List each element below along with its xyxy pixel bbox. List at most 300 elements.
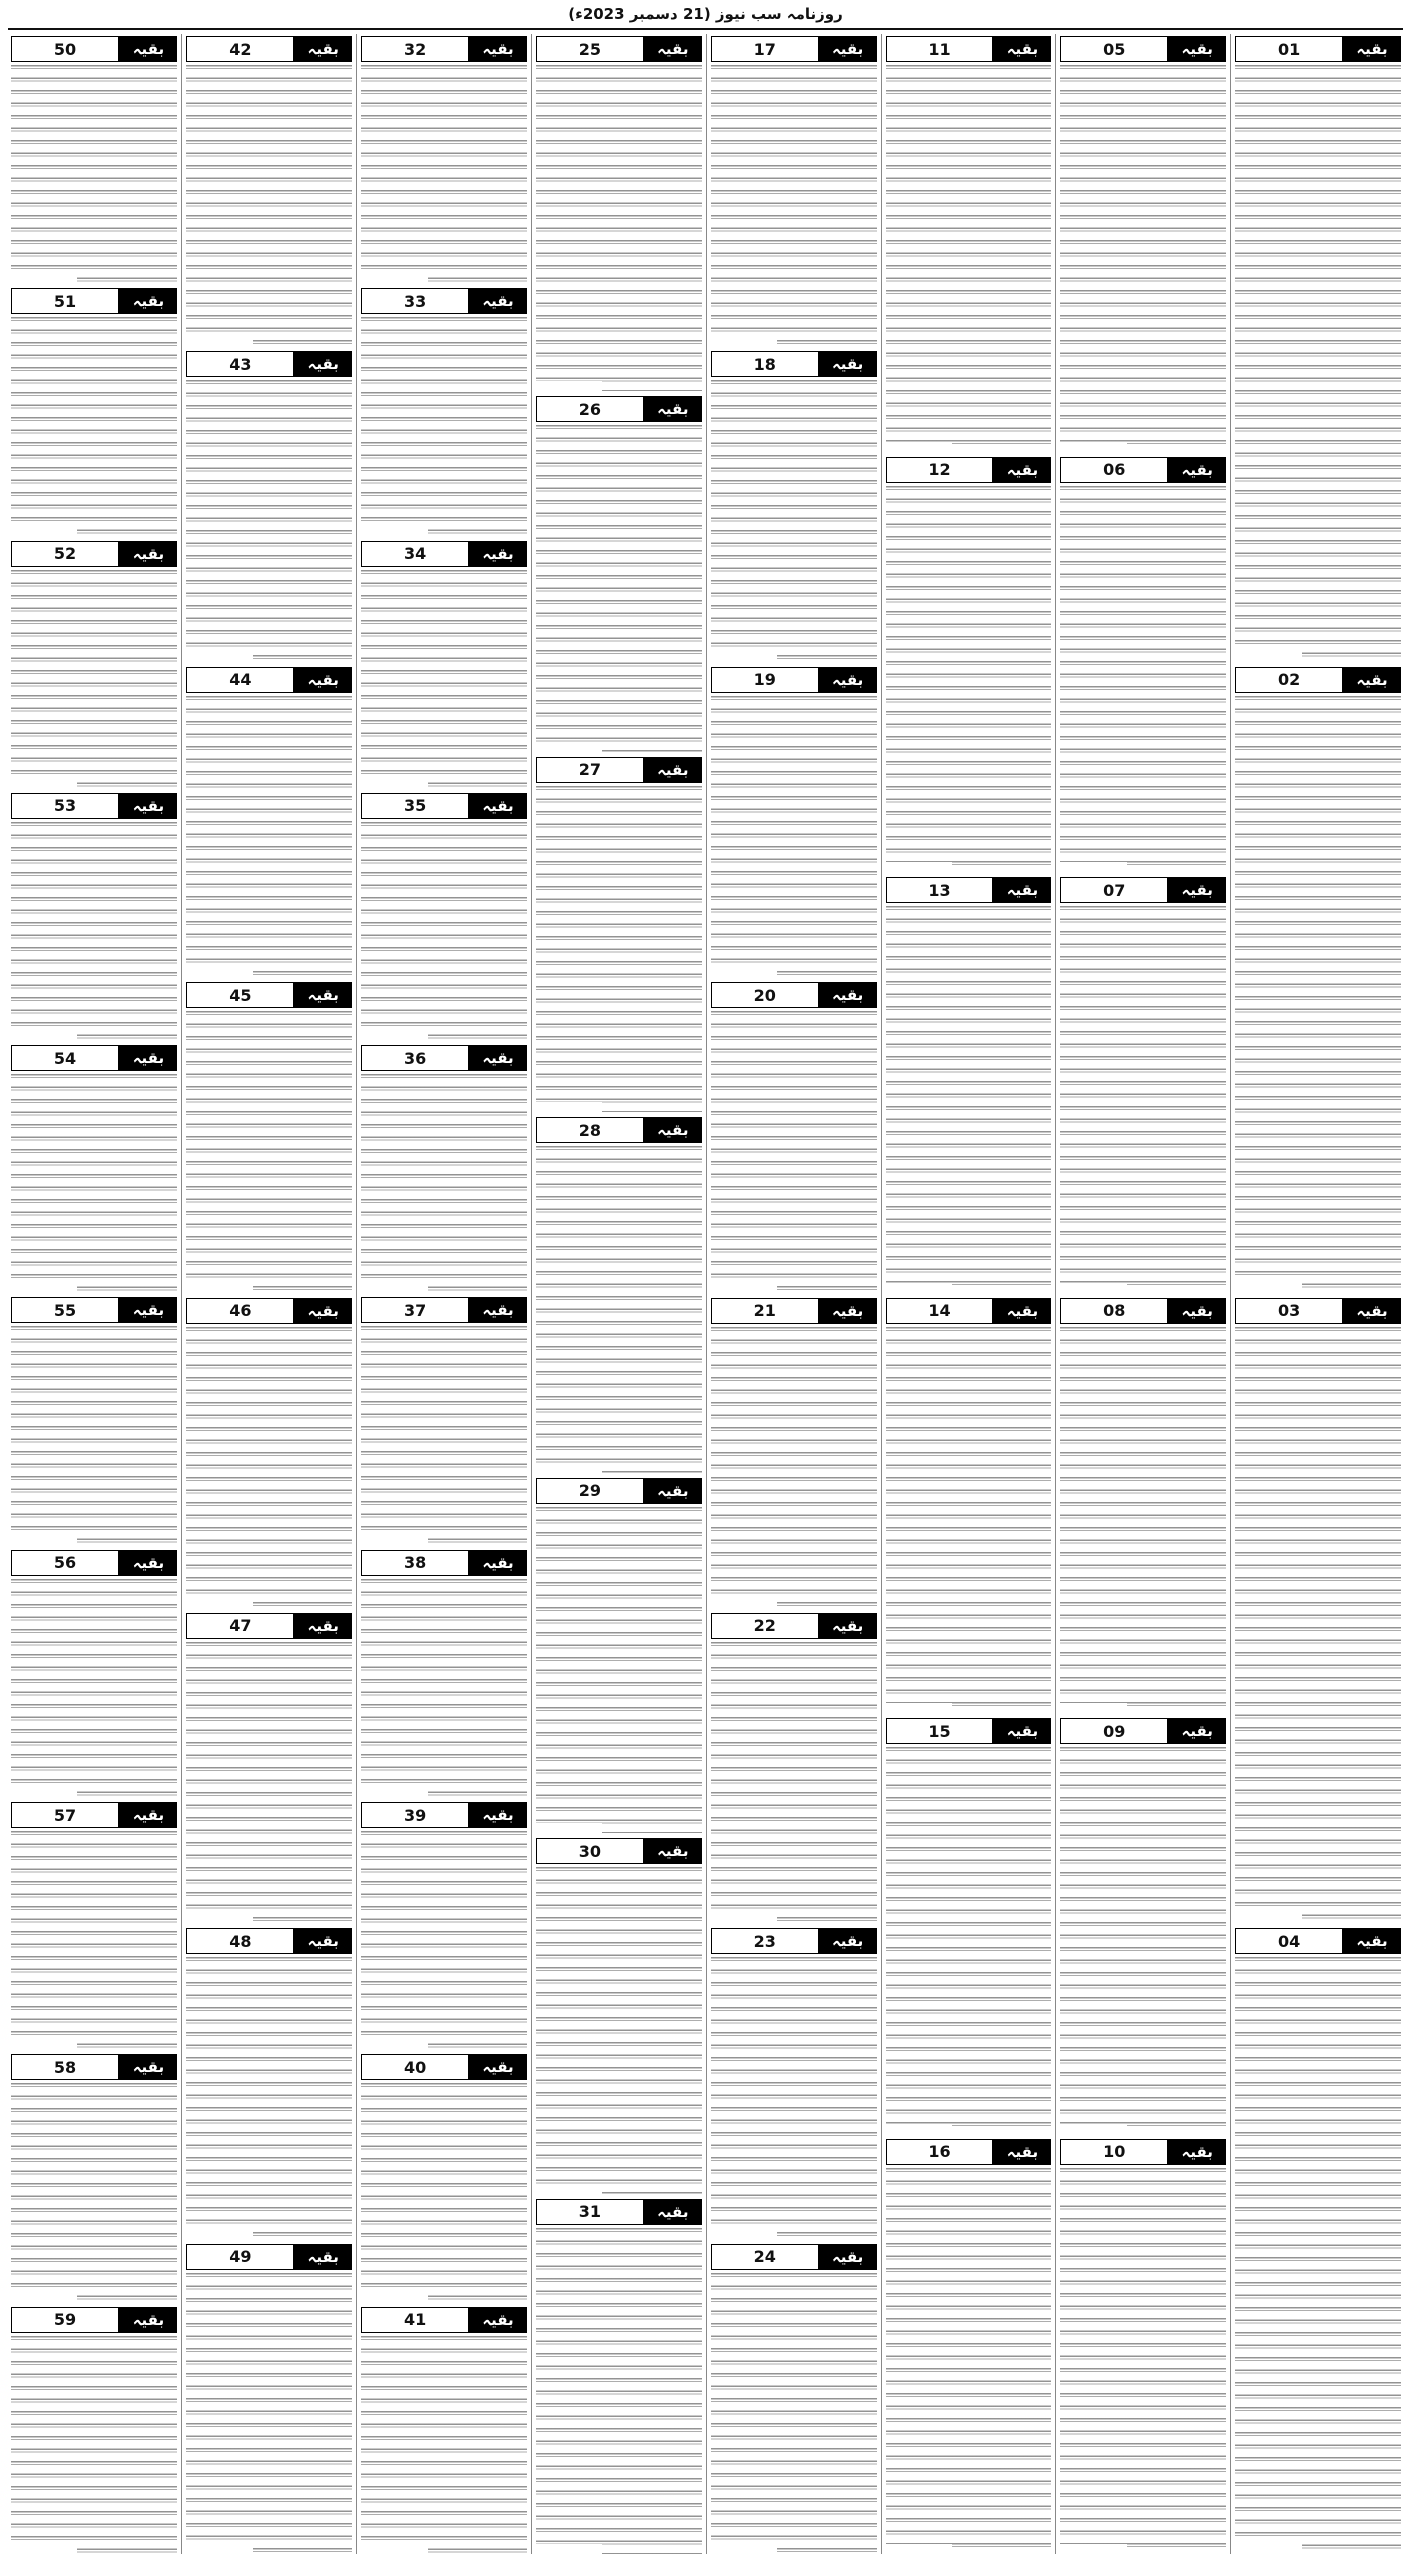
continuation-label: بقیہ [1343, 1928, 1401, 1954]
paragraph-end [11, 1282, 78, 1292]
continuation-label: بقیہ [1168, 877, 1226, 903]
continuation-block [11, 1800, 178, 2049]
text-body [361, 1326, 527, 1544]
continuation-header [361, 1802, 527, 1828]
text-body [361, 65, 527, 283]
text-body [186, 380, 352, 661]
text-body [361, 1831, 527, 2049]
continuation-number: 21 [711, 1298, 819, 1324]
paragraph-end [186, 2544, 252, 2554]
paragraph-end [186, 336, 252, 346]
page-header [0, 0, 1411, 28]
paragraph-end [711, 967, 777, 977]
continuation-block [1235, 1296, 1401, 1924]
continuation-number: 11 [886, 36, 994, 62]
continuation-block [186, 980, 352, 1292]
continuation-label: بقیہ [1343, 36, 1401, 62]
continuation-number: 37 [361, 1297, 469, 1323]
paragraph-end [1235, 1283, 1301, 1293]
continuation-number: 08 [1060, 1298, 1168, 1324]
text-body [1060, 486, 1226, 873]
continuation-label: بقیہ [119, 1802, 177, 1828]
continuation-block [886, 1716, 1052, 2134]
continuation-number: 09 [1060, 1718, 1168, 1744]
paragraph-end [711, 1283, 777, 1293]
text-body [711, 1011, 877, 1292]
continuation-label: بقیہ [1168, 36, 1226, 62]
continuation-header [11, 793, 178, 819]
paragraph-end [361, 2544, 427, 2554]
continuation-header [711, 1928, 877, 1954]
continuation-header [711, 36, 877, 62]
continuation-header [361, 288, 527, 314]
continuation-block [711, 349, 877, 661]
continuation-number: 02 [1235, 667, 1343, 693]
continuation-block [11, 1548, 178, 1797]
paragraph-end [1060, 862, 1126, 872]
continuation-label: بقیہ [819, 982, 877, 1008]
continuation-block [886, 875, 1052, 1293]
paragraph-end [186, 2229, 252, 2239]
paragraph-end [1060, 2124, 1126, 2134]
continuation-header [186, 1298, 352, 1324]
text-body [536, 425, 702, 751]
paragraph-end [186, 1913, 252, 1923]
paragraph-end [11, 2544, 78, 2554]
continuation-label: بقیہ [644, 396, 702, 422]
continuation-label: بقیہ [119, 1297, 177, 1323]
text-body [886, 1747, 1052, 2134]
continuation-label: بقیہ [119, 1550, 177, 1576]
continuation-block [11, 34, 178, 283]
text-body [711, 65, 877, 346]
paragraph-end [11, 1535, 78, 1545]
continuation-number: 03 [1235, 1298, 1343, 1324]
text-body [1235, 696, 1401, 1293]
continuation-block [1235, 665, 1401, 1293]
continuation-number: 45 [186, 982, 294, 1008]
continuation-label: بقیہ [819, 36, 877, 62]
text-body [1060, 2168, 1226, 2555]
continuation-number: 44 [186, 667, 294, 693]
text-body [186, 1327, 352, 1608]
text-body [1235, 1957, 1401, 2554]
continuation-label: بقیہ [294, 667, 352, 693]
paragraph-end [711, 336, 777, 346]
text-body [11, 570, 178, 788]
paragraph-end [711, 2544, 777, 2554]
text-body [886, 65, 1052, 452]
column-2 [1055, 34, 1230, 2554]
text-body [1060, 906, 1226, 1293]
continuation-block [186, 1296, 352, 1608]
continuation-header [11, 1802, 178, 1828]
continuation-header [1235, 1928, 1401, 1954]
continuation-block [11, 1295, 178, 1544]
continuation-label: بقیہ [1168, 2139, 1226, 2165]
continuation-block [886, 455, 1052, 873]
text-body [11, 822, 178, 1040]
continuation-label: بقیہ [469, 2054, 527, 2080]
paragraph-end [1060, 1703, 1126, 1713]
continuation-block [886, 1296, 1052, 1714]
continuation-header [11, 36, 178, 62]
continuation-block [711, 2242, 877, 2554]
text-body [186, 1957, 352, 2238]
continuation-number: 23 [711, 1928, 819, 1954]
continuation-header [536, 36, 702, 62]
continuation-block [711, 1296, 877, 1608]
continuation-block [711, 1926, 877, 2238]
continuation-number: 48 [186, 1928, 294, 1954]
continuation-label: بقیہ [469, 1045, 527, 1071]
paragraph-end [711, 1913, 777, 1923]
continuation-label: بقیہ [294, 1613, 352, 1639]
paragraph-end [711, 2229, 777, 2239]
continuation-header [1060, 2139, 1226, 2165]
continuation-label: بقیہ [644, 757, 702, 783]
continuation-number: 10 [1060, 2139, 1168, 2165]
continuation-label: بقیہ [294, 1928, 352, 1954]
continuation-label: بقیہ [469, 793, 527, 819]
continuation-number: 36 [361, 1045, 469, 1071]
text-body [361, 822, 527, 1040]
text-body [711, 1642, 877, 1923]
paragraph-end [361, 1535, 427, 1545]
text-body [361, 1074, 527, 1292]
paragraph-end [186, 652, 252, 662]
continuation-header [536, 396, 702, 422]
text-body [886, 1327, 1052, 1714]
text-body [11, 1074, 178, 1292]
continuation-block [361, 1548, 527, 1797]
continuation-header [711, 667, 877, 693]
paragraph-end [1060, 1283, 1126, 1293]
text-body [186, 2273, 352, 2554]
continuation-header [11, 288, 178, 314]
continuation-number: 47 [186, 1613, 294, 1639]
text-body [11, 2336, 178, 2554]
continuation-label: بقیہ [294, 351, 352, 377]
continuation-label: بقیہ [1168, 1718, 1226, 1744]
continuation-header [536, 1838, 702, 1864]
continuation-number: 50 [11, 36, 120, 62]
continuation-number: 53 [11, 793, 120, 819]
continuation-header [186, 1928, 352, 1954]
paragraph-end [1060, 2544, 1126, 2554]
text-body [11, 1326, 178, 1544]
continuation-number: 54 [11, 1045, 120, 1071]
paragraph-end [361, 1787, 427, 1797]
continuation-header [361, 793, 527, 819]
continuation-number: 52 [11, 541, 120, 567]
continuation-label: بقیہ [819, 1298, 877, 1324]
continuation-block [536, 1115, 702, 1472]
continuation-label: بقیہ [993, 877, 1051, 903]
continuation-header [11, 2307, 178, 2333]
continuation-header [536, 1478, 702, 1504]
text-body [1235, 65, 1401, 662]
text-body [711, 1957, 877, 2238]
continuation-header [536, 757, 702, 783]
continuation-header [361, 36, 527, 62]
continuation-block [361, 286, 527, 535]
continuation-number: 28 [536, 1117, 644, 1143]
continuation-block [1060, 2137, 1226, 2555]
continuation-block [361, 2052, 527, 2301]
text-body [186, 696, 352, 977]
continuation-header [186, 1613, 352, 1639]
continuation-label: بقیہ [644, 1478, 702, 1504]
continuation-label: بقیہ [644, 1838, 702, 1864]
paragraph-end [886, 862, 952, 872]
continuation-header [711, 1298, 877, 1324]
continuation-block [186, 1611, 352, 1923]
text-body [536, 786, 702, 1112]
text-body [11, 317, 178, 535]
continuation-number: 22 [711, 1613, 819, 1639]
continuation-label: بقیہ [1343, 1298, 1401, 1324]
paragraph-end [361, 2039, 427, 2049]
continuation-number: 46 [186, 1298, 294, 1324]
continuation-label: بقیہ [119, 36, 177, 62]
text-body [711, 1327, 877, 1608]
continuation-block [361, 791, 527, 1040]
continuation-block [886, 34, 1052, 452]
continuation-label: بقیہ [119, 793, 177, 819]
continuation-label: بقیہ [294, 2244, 352, 2270]
text-body [186, 1642, 352, 1923]
continuation-block [886, 2137, 1052, 2555]
text-body [361, 570, 527, 788]
continuation-number: 04 [1235, 1928, 1343, 1954]
continuation-block [536, 755, 702, 1112]
paragraph-end [886, 2124, 952, 2134]
header-rule [8, 28, 1403, 30]
paragraph-end [11, 1787, 78, 1797]
continuation-block [186, 1926, 352, 2238]
paragraph-end [536, 1463, 602, 1473]
text-body [536, 1867, 702, 2193]
paragraph-end [11, 526, 78, 536]
continuation-number: 13 [886, 877, 994, 903]
text-body [536, 1146, 702, 1472]
continuation-header [11, 541, 178, 567]
text-body [536, 2228, 702, 2554]
continuation-label: بقیہ [469, 2307, 527, 2333]
paragraph-end [536, 1823, 602, 1833]
continuation-block [361, 2305, 527, 2554]
paragraph-end [11, 2292, 78, 2302]
continuation-block [711, 980, 877, 1292]
continuation-label: بقیہ [119, 1045, 177, 1071]
continuation-block [11, 1043, 178, 1292]
text-body [11, 65, 178, 283]
continuation-header [11, 2054, 178, 2080]
continuation-block [711, 34, 877, 346]
continuation-number: 56 [11, 1550, 120, 1576]
text-body [711, 696, 877, 977]
text-body [1235, 1327, 1401, 1924]
continuation-block [1060, 34, 1226, 452]
continuation-header [1060, 36, 1226, 62]
continuation-header [886, 877, 1052, 903]
paragraph-end [1235, 1913, 1301, 1923]
continuation-label: بقیہ [644, 36, 702, 62]
text-body [536, 65, 702, 391]
column-3 [881, 34, 1056, 2554]
continuation-block [11, 286, 178, 535]
continuation-label: بقیہ [993, 1718, 1051, 1744]
continuation-block [11, 2052, 178, 2301]
continuation-number: 25 [536, 36, 644, 62]
text-body [186, 65, 352, 346]
continuation-number: 33 [361, 288, 469, 314]
continuation-number: 30 [536, 1838, 644, 1864]
paragraph-end [11, 778, 78, 788]
continuation-label: بقیہ [469, 541, 527, 567]
continuation-header [1060, 457, 1226, 483]
continuation-number: 38 [361, 1550, 469, 1576]
continuation-label: بقیہ [294, 1298, 352, 1324]
paragraph-end [11, 1030, 78, 1040]
continuation-header [186, 351, 352, 377]
continuation-block [11, 791, 178, 1040]
continuation-label: بقیہ [1168, 1298, 1226, 1324]
continuation-label: بقیہ [469, 1802, 527, 1828]
paragraph-end [11, 2039, 78, 2049]
continuation-number: 20 [711, 982, 819, 1008]
continuation-block [1060, 875, 1226, 1293]
text-body [711, 380, 877, 661]
continuation-label: بقیہ [119, 288, 177, 314]
continuation-header [361, 1297, 527, 1323]
continuation-label: بقیہ [819, 351, 877, 377]
continuation-label: بقیہ [119, 2307, 177, 2333]
continuation-header [886, 36, 1052, 62]
continuation-label: بقیہ [819, 1928, 877, 1954]
continuation-header [711, 982, 877, 1008]
continuation-block [1060, 1296, 1226, 1714]
continuation-header [11, 1045, 178, 1071]
continuation-number: 19 [711, 667, 819, 693]
column-5 [531, 34, 706, 2554]
continuation-label: بقیہ [644, 2199, 702, 2225]
continuation-block [361, 1800, 527, 2049]
paragraph-end [886, 442, 952, 452]
text-body [1060, 65, 1226, 452]
continuation-header [186, 982, 352, 1008]
paragraph-end [536, 381, 602, 391]
continuation-header [11, 1550, 178, 1576]
paragraph-end [536, 742, 602, 752]
continuation-block [361, 1043, 527, 1292]
paragraph-end [886, 2544, 952, 2554]
page-title: روزنامہ سب نیوز (21 دسمبر 2023ء) [568, 5, 843, 23]
continuation-number: 43 [186, 351, 294, 377]
continuation-number: 12 [886, 457, 994, 483]
continuation-number: 01 [1235, 36, 1343, 62]
continuation-block [186, 34, 352, 346]
continuation-label: بقیہ [294, 982, 352, 1008]
continuation-header [11, 1297, 178, 1323]
continuation-number: 39 [361, 1802, 469, 1828]
paragraph-end [1235, 2544, 1301, 2554]
paragraph-end [11, 273, 78, 283]
paragraph-end [536, 2184, 602, 2194]
continuation-label: بقیہ [119, 541, 177, 567]
continuation-number: 32 [361, 36, 469, 62]
continuation-header [1235, 36, 1401, 62]
continuation-number: 57 [11, 1802, 120, 1828]
continuation-header [886, 457, 1052, 483]
continuation-block [711, 1611, 877, 1923]
continuation-header [361, 2307, 527, 2333]
continuation-label: بقیہ [294, 36, 352, 62]
continuation-header [711, 2244, 877, 2270]
column-1 [1230, 34, 1405, 2554]
continuation-header [1235, 1298, 1401, 1324]
continuation-label: بقیہ [469, 1550, 527, 1576]
continuation-header [186, 36, 352, 62]
paragraph-end [536, 1102, 602, 1112]
continuation-header [361, 1045, 527, 1071]
continuation-header [711, 351, 877, 377]
continuation-number: 26 [536, 396, 644, 422]
continuation-number: 34 [361, 541, 469, 567]
continuation-number: 31 [536, 2199, 644, 2225]
paragraph-end [361, 526, 427, 536]
continuation-number: 58 [11, 2054, 120, 2080]
paragraph-end [186, 1283, 252, 1293]
continuation-block [711, 665, 877, 977]
continuation-header [536, 1117, 702, 1143]
continuation-label: بقیہ [644, 1117, 702, 1143]
continuation-header [711, 1613, 877, 1639]
continuation-label: بقیہ [1168, 457, 1226, 483]
continuation-label: بقیہ [993, 457, 1051, 483]
continuation-label: بقیہ [469, 36, 527, 62]
continuation-block [186, 349, 352, 661]
text-body [1060, 1327, 1226, 1714]
continuation-block [536, 34, 702, 391]
continuation-header [361, 541, 527, 567]
continuation-number: 18 [711, 351, 819, 377]
text-body [11, 1831, 178, 2049]
continuation-block [186, 665, 352, 977]
paragraph-end [186, 967, 252, 977]
continuation-header [1060, 1718, 1226, 1744]
continuation-header [361, 2054, 527, 2080]
continuation-number: 59 [11, 2307, 120, 2333]
paragraph-end [886, 1703, 952, 1713]
continuation-number: 27 [536, 757, 644, 783]
continuation-block [1060, 455, 1226, 873]
continuation-label: بقیہ [993, 36, 1051, 62]
continuation-header [361, 1550, 527, 1576]
continuation-block [536, 2197, 702, 2554]
continuation-number: 49 [186, 2244, 294, 2270]
continuation-header [886, 1718, 1052, 1744]
text-body [536, 1507, 702, 1833]
continuation-header [886, 2139, 1052, 2165]
paragraph-end [361, 273, 427, 283]
paragraph-end [711, 652, 777, 662]
column-4 [706, 34, 881, 2554]
continuation-block [186, 2242, 352, 2554]
text-body [886, 2168, 1052, 2555]
continuation-number: 42 [186, 36, 294, 62]
